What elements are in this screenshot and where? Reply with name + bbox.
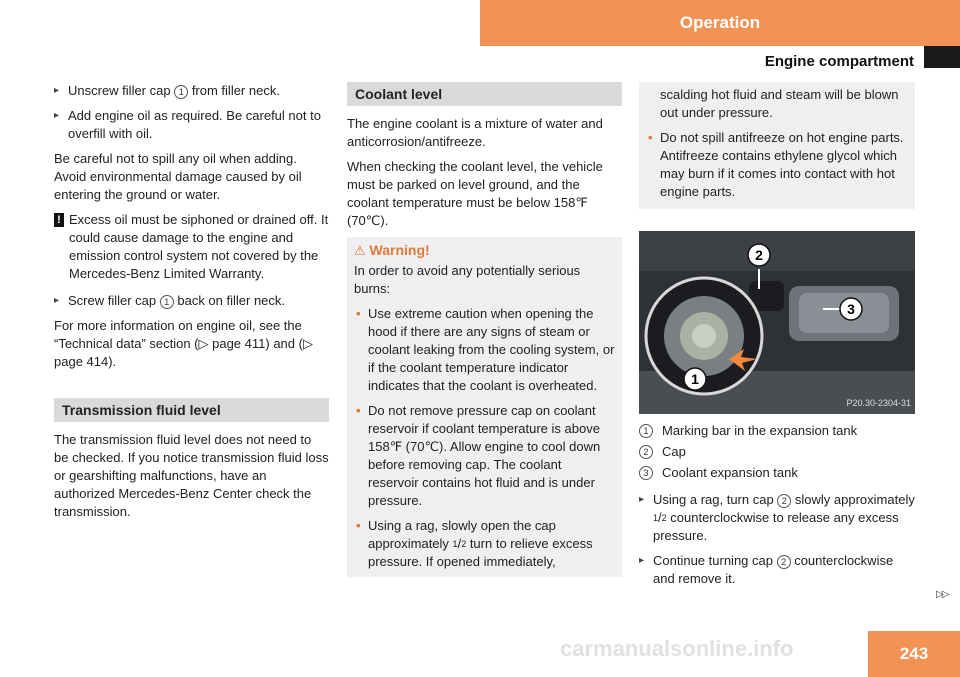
instruction-step: ▸ Add engine oil as required. Be careful not to overfill with oil.	[54, 108, 321, 141]
subsection-title: Engine compartment	[764, 53, 914, 70]
warning-intro: In order to avoid any potentially serious burns:	[354, 263, 581, 296]
instruction-step: ▸ Screw filler cap 1 back on filler neck.	[54, 293, 286, 308]
exclamation-icon: !	[54, 213, 64, 227]
arrow-right-icon: ▸	[54, 85, 60, 96]
callout-2: 2	[777, 555, 791, 569]
warning-heading: ⚠ Warning!	[354, 242, 430, 258]
section-heading: Transmission fluid level	[54, 398, 329, 422]
callout-2: 2	[755, 247, 763, 263]
warning-triangle-icon: ⚠	[354, 243, 366, 258]
bullet-dot-icon: •	[356, 518, 361, 533]
header-marker	[924, 46, 960, 68]
section-title: Operation	[679, 13, 761, 32]
arrow-right-icon: ▸	[54, 295, 60, 306]
paragraph: The engine coolant is a mixture of water and anticorrosion/antifreeze.	[347, 116, 603, 149]
engine-bay-illustration	[639, 231, 915, 414]
figure-id: P20.30-2304-31	[846, 398, 911, 408]
paragraph: Be careful not to spill any oil when adding. Avoid environmental damage caused by oil entering the ground or water.	[54, 151, 302, 202]
page-number: 243	[868, 631, 960, 677]
column-3	[639, 82, 915, 595]
callout-1: 1	[160, 295, 174, 309]
callout-1: 1	[639, 424, 653, 438]
warning-continued-text: scalding hot fluid and steam will be blown out under pressure.	[660, 87, 899, 120]
bullet-dot-icon: •	[356, 306, 361, 321]
paragraph: The transmission fluid level does not need to be checked. If you notice transmission fluid loss or gearshifting malfunctions, have an authorized Mercedes-Benz Center check the transmission.	[54, 432, 329, 519]
warning-item: • Using a rag, slowly open the cap approximately $^1$/2 turn to relieve excess pressure. If opened immediately,	[356, 518, 593, 569]
callout-3: 3	[639, 466, 653, 480]
column-2	[347, 82, 622, 577]
watermark: carmanualsonline.info	[560, 636, 794, 661]
section-heading: Coolant level	[347, 82, 622, 106]
callout-2: 2	[777, 494, 791, 508]
legend-item: 1 Marking bar in the expansion tank	[639, 422, 915, 440]
bullet-dot-icon: •	[648, 130, 653, 145]
warning-item: • Use extreme caution when opening the hood if there are any signs of steam or coolant leaking from the cooling system, or if the coolant temperature indicator indicates that the coolant is overheated.	[356, 306, 615, 393]
warning-box-continued	[639, 82, 915, 209]
instruction-step: ▸ Unscrew filler cap 1 from filler neck.	[54, 83, 280, 98]
section-tab	[480, 0, 960, 46]
legend-item: 3 Coolant expansion tank	[639, 464, 915, 482]
callout-1: 1	[174, 85, 188, 99]
warning-box	[347, 237, 622, 577]
instruction-step: ▸ Using a rag, turn cap 2 slowly approximately $^1$/2 counterclockwise to release any excess pressure.	[639, 492, 915, 543]
paragraph: When checking the coolant level, the vehicle must be parked on level ground, and the coolant temperature must be below 158℉ (70℃).	[347, 159, 603, 228]
callout-1: 1	[691, 371, 699, 387]
paragraph: For more information on engine oil, see the “Technical data” section (▷ page 411) and (▷ page 414).	[54, 318, 313, 369]
callout-2: 2	[639, 445, 653, 459]
arrow-right-icon: ▸	[54, 110, 60, 121]
instruction-step: ▸ Continue turning cap 2 counterclockwise and remove it.	[639, 553, 894, 586]
legend-item: 2 Cap	[639, 443, 915, 461]
note: ! Excess oil must be siphoned or drained off. It could cause damage to the engine and emission control system not covered by the Mercedes-Benz Limited Warranty.	[54, 211, 329, 283]
arrow-right-icon: ▸	[639, 555, 645, 566]
callout-3: 3	[847, 301, 855, 317]
warning-item: • Do not spill antifreeze on hot engine parts. Antifreeze contains ethylene glycol which may burn if it comes into contact with hot engine parts.	[648, 130, 904, 199]
continued-marker: ▷▷	[936, 589, 948, 600]
arrow-right-icon: ▸	[639, 494, 645, 505]
column-1	[54, 82, 329, 528]
bullet-dot-icon: •	[356, 403, 361, 418]
warning-item: • Do not remove pressure cap on coolant reservoir if coolant temperature is above 158℉ (70℃). Allow engine to cool down before removing cap. The coolant reservoir contains hot fluid and is under pressure.	[356, 403, 601, 508]
coolant-reservoir-photo	[639, 231, 915, 414]
